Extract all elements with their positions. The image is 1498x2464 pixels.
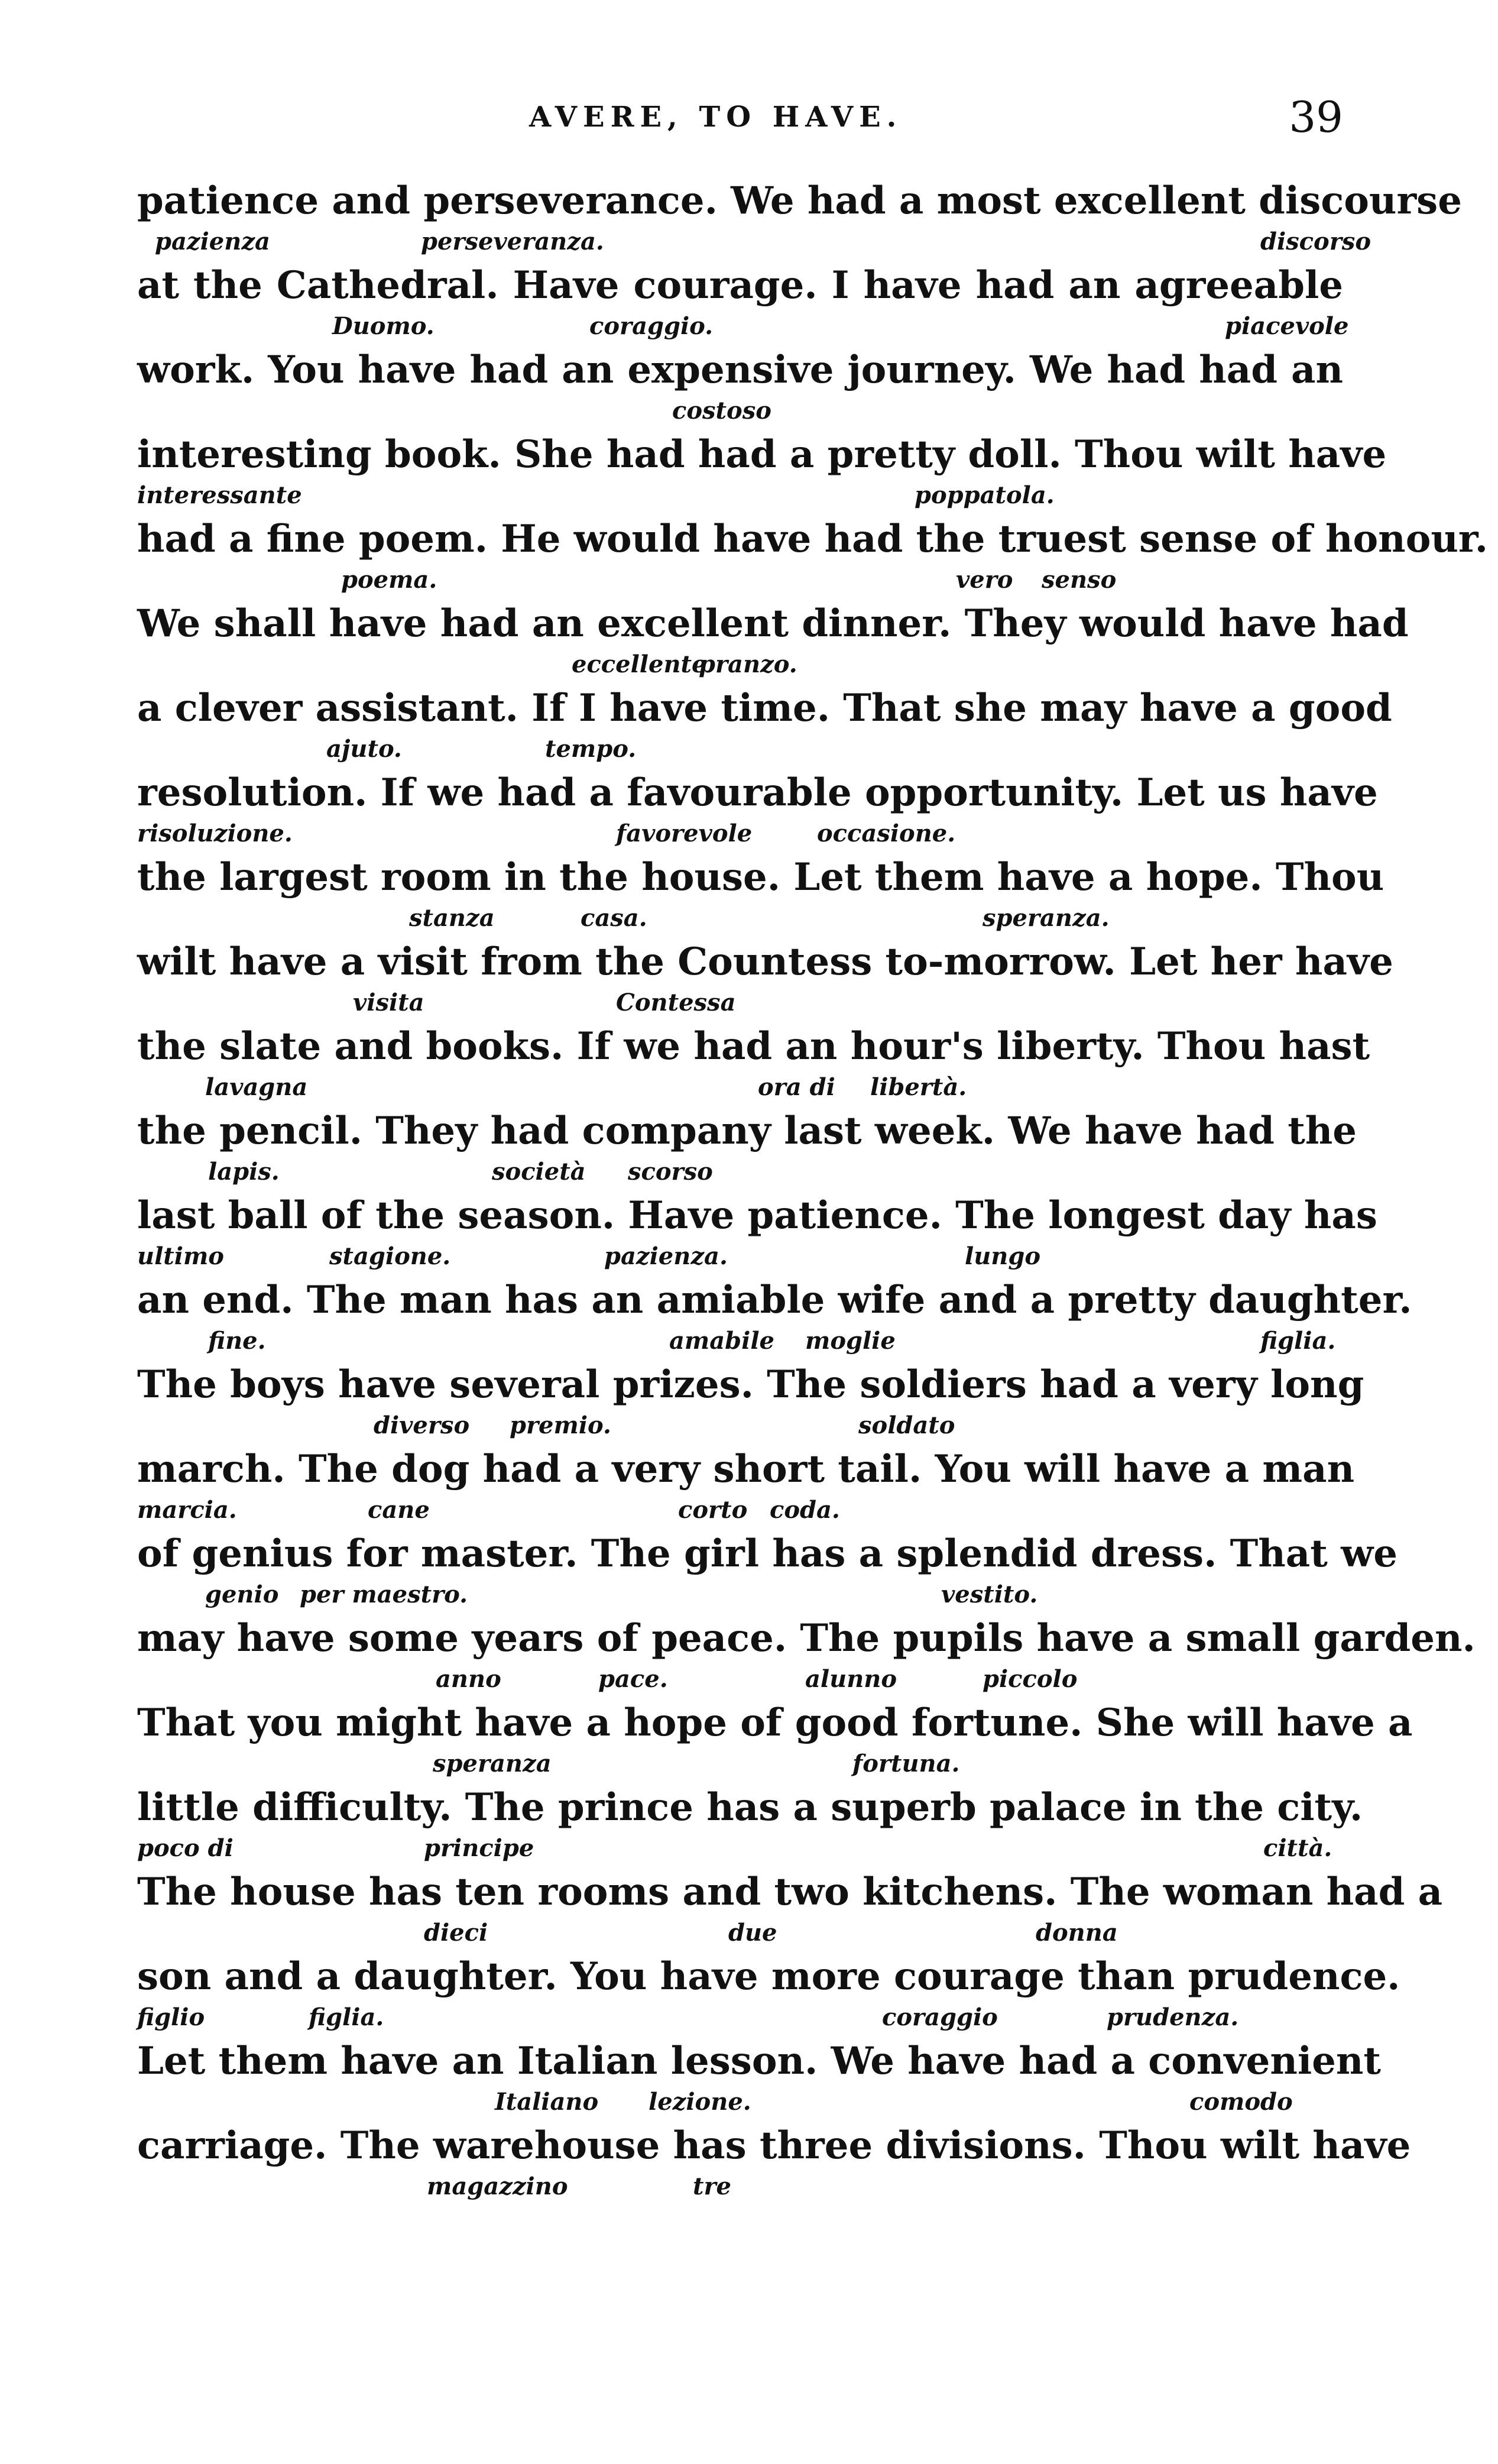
italian-gloss: stanza (409, 904, 495, 932)
italian-gloss: scorso (628, 1158, 713, 1186)
italian-gloss: casa. (581, 904, 647, 932)
italian-gloss: diverso (374, 1411, 470, 1439)
text-line-pair (137, 262, 1349, 347)
english-line: may have some years of peace. The pupils have a small garden. (137, 1616, 1476, 1660)
italian-gloss: discorso (1260, 228, 1371, 255)
italian-gloss-row (137, 481, 1343, 510)
italian-gloss: costoso (672, 397, 771, 425)
italian-gloss-row (137, 2172, 1343, 2201)
italian-gloss: genio (205, 1581, 279, 1608)
italian-gloss: lavagna (205, 1073, 308, 1101)
italian-gloss: magazzino (427, 2172, 568, 2200)
italian-gloss: coda. (770, 1496, 840, 1524)
italian-gloss: premio. (510, 1411, 611, 1439)
italian-gloss: alunno (805, 1665, 897, 1693)
italian-gloss: fortuna. (852, 1750, 960, 1777)
italian-gloss: marcia. (137, 1496, 237, 1524)
italian-gloss: figlio (137, 2003, 205, 2031)
italian-gloss: per maestro. (300, 1581, 468, 1608)
italian-gloss-row (137, 396, 1343, 426)
italian-gloss: risoluzione. (137, 820, 293, 847)
italian-gloss-row (137, 819, 1343, 849)
italian-gloss: cane (368, 1496, 430, 1524)
text-line-pair (137, 1023, 1370, 1108)
text-line-pair (137, 1192, 1377, 1277)
italian-gloss: fine. (208, 1327, 266, 1355)
italian-gloss-row (137, 1580, 1343, 1610)
english-line: resolution. If we had a favourable opportunity. Let us have (137, 770, 1378, 815)
italian-gloss: piccolo (983, 1665, 1078, 1693)
text-line-pair (137, 1277, 1412, 1361)
italian-gloss: figlia. (309, 2003, 384, 2031)
text-line-pair (137, 1108, 1357, 1192)
italian-gloss: comodo (1189, 2088, 1293, 2116)
italian-gloss: favorevole (616, 820, 753, 847)
english-line: the pencil. They had company last week. We have had the (137, 1109, 1357, 1153)
text-line-pair (137, 1699, 1413, 1784)
italian-gloss: stagione. (329, 1242, 451, 1270)
italian-gloss: donna (1036, 1919, 1118, 1947)
italian-gloss: soldato (858, 1411, 955, 1439)
text-line-pair (137, 1615, 1476, 1699)
italian-gloss: pazienza (155, 228, 270, 255)
italian-gloss: corto (678, 1496, 748, 1524)
italian-gloss: perseveranza. (421, 228, 604, 255)
italian-gloss-row (137, 988, 1343, 1018)
italian-gloss: coraggio (882, 2003, 998, 2031)
italian-gloss: società (492, 1158, 586, 1186)
italian-gloss: libertà. (870, 1073, 967, 1101)
text-line-pair (137, 938, 1393, 1023)
italian-gloss-row (137, 1665, 1343, 1694)
italian-gloss: pace. (598, 1665, 668, 1693)
italian-gloss: occasione. (817, 820, 956, 847)
italian-gloss-row (137, 1749, 1343, 1779)
text-line-pair (137, 1784, 1363, 1869)
text-line-pair (137, 347, 1343, 431)
italian-gloss: principe (424, 1834, 534, 1862)
english-line: The house has ten rooms and two kitchens. The woman had a (137, 1870, 1443, 1914)
text-line-pair (137, 685, 1392, 769)
text-line-pair (137, 516, 1489, 600)
english-line: of genius for master. The girl has a splendid dress. That we (137, 1531, 1398, 1576)
italian-gloss: poco di (137, 1834, 234, 1862)
italian-gloss: poppatola. (915, 481, 1055, 509)
text-line-pair (137, 854, 1384, 938)
italian-gloss: Contessa (616, 989, 736, 1016)
italian-gloss-row (137, 1495, 1343, 1525)
english-line: the largest room in the house. Let them have a hope. Thou (137, 855, 1384, 899)
italian-gloss: Duomo. (332, 312, 435, 340)
italian-gloss-row (137, 1834, 1343, 1863)
english-line: an end. The man has an amiable wife and a pretty daughter. (137, 1278, 1412, 1322)
italian-gloss: ultimo (137, 1242, 224, 1270)
english-line: wilt have a visit from the Countess to-morrow. Let her have (137, 940, 1393, 984)
text-line-pair (137, 769, 1378, 854)
italian-gloss-row (137, 904, 1343, 933)
italian-gloss: speranza. (983, 904, 1110, 932)
italian-gloss: ajuto. (326, 735, 402, 763)
italian-gloss: figlia. (1260, 1327, 1336, 1355)
english-line: the slate and books. If we had an hour's liberty. Thou hast (137, 1024, 1370, 1069)
italian-gloss-row (137, 650, 1343, 679)
page-number: 39 (1289, 92, 1343, 142)
italian-gloss: prudenza. (1107, 2003, 1239, 2031)
italian-gloss-row (137, 1326, 1343, 1356)
text-line-pair (137, 2038, 1381, 2122)
english-line: patience and perseverance. We had a most excellent discourse (137, 179, 1462, 223)
english-line: last ball of the season. Have patience. The longest day has (137, 1193, 1377, 1238)
text-line-pair (137, 600, 1409, 685)
italian-gloss: vestito. (941, 1581, 1038, 1608)
italian-gloss: visita (353, 989, 424, 1016)
english-line: The boys have several prizes. The soldiers had a very long (137, 1362, 1364, 1407)
italian-gloss: pazienza. (604, 1242, 728, 1270)
italian-gloss: Italiano (495, 2088, 599, 2116)
italian-gloss-row (137, 1411, 1343, 1440)
italian-gloss: città. (1263, 1834, 1332, 1862)
italian-gloss: ora di (758, 1073, 835, 1101)
italian-gloss-row (137, 734, 1343, 764)
english-line: a clever assistant. If I have time. That she may have a good (137, 686, 1392, 730)
italian-gloss-row (137, 1157, 1343, 1187)
page-header (0, 83, 1498, 148)
english-line: son and a daughter. You have more courage than prudence. (137, 1954, 1400, 1999)
italian-gloss-row (137, 227, 1371, 257)
italian-gloss: dieci (424, 1919, 488, 1947)
english-line: had a fine poem. He would have had the truest sense of honour. (137, 517, 1489, 561)
italian-gloss: tre (693, 2172, 731, 2200)
italian-gloss: moglie (805, 1327, 896, 1355)
english-line: at the Cathedral. Have courage. I have had an agreeable (137, 263, 1343, 307)
italian-gloss: pranzo. (699, 650, 797, 678)
italian-gloss: piacevole (1225, 312, 1349, 340)
english-line: work. You have had an expensive journey. We had had an (137, 348, 1343, 392)
italian-gloss: senso (1042, 566, 1117, 594)
italian-gloss-row (137, 312, 1349, 341)
text-line-pair (137, 1530, 1398, 1615)
english-line: We shall have had an excellent dinner. They would have had (137, 601, 1409, 646)
italian-gloss-row (137, 565, 1343, 595)
italian-gloss: amabile (669, 1327, 774, 1355)
running-head: AVERE, TO HAVE. (529, 101, 903, 134)
text-line-pair (137, 2122, 1411, 2207)
italian-gloss: eccellente (572, 650, 707, 678)
text-line-pair (137, 1953, 1400, 2038)
english-line: march. The dog had a very short tail. You will have a man (137, 1447, 1355, 1491)
text-line-pair (137, 177, 1462, 262)
italian-gloss: lezione. (649, 2088, 751, 2116)
italian-gloss: due (728, 1919, 777, 1947)
text-line-pair (137, 431, 1387, 516)
italian-gloss-row (137, 1242, 1343, 1271)
english-line: Let them have an Italian lesson. We have had a convenient (137, 2039, 1381, 2083)
italian-gloss: lungo (965, 1242, 1041, 1270)
italian-gloss-row (137, 2087, 1343, 2117)
text-line-pair (137, 1869, 1443, 1953)
text-line-pair (137, 1361, 1364, 1446)
english-line: interesting book. She had had a pretty doll. Thou wilt have (137, 432, 1387, 477)
italian-gloss-row (137, 2003, 1343, 2032)
italian-gloss: tempo. (545, 735, 637, 763)
english-line: carriage. The warehouse has three divisions. Thou wilt have (137, 2123, 1411, 2168)
italian-gloss: speranza (433, 1750, 552, 1777)
english-line: little difficulty. The prince has a superb palace in the city. (137, 1785, 1363, 1830)
text-body (137, 177, 1489, 2207)
english-line: That you might have a hope of good fortune. She will have a (137, 1701, 1413, 1745)
italian-gloss: coraggio. (589, 312, 714, 340)
italian-gloss: interessante (137, 481, 302, 509)
italian-gloss: poema. (341, 566, 437, 594)
text-line-pair (137, 1446, 1355, 1530)
italian-gloss-row (137, 1073, 1343, 1102)
italian-gloss: anno (436, 1665, 501, 1693)
italian-gloss-row (137, 1918, 1343, 1948)
italian-gloss: vero (956, 566, 1013, 594)
italian-gloss: lapis. (208, 1158, 280, 1186)
